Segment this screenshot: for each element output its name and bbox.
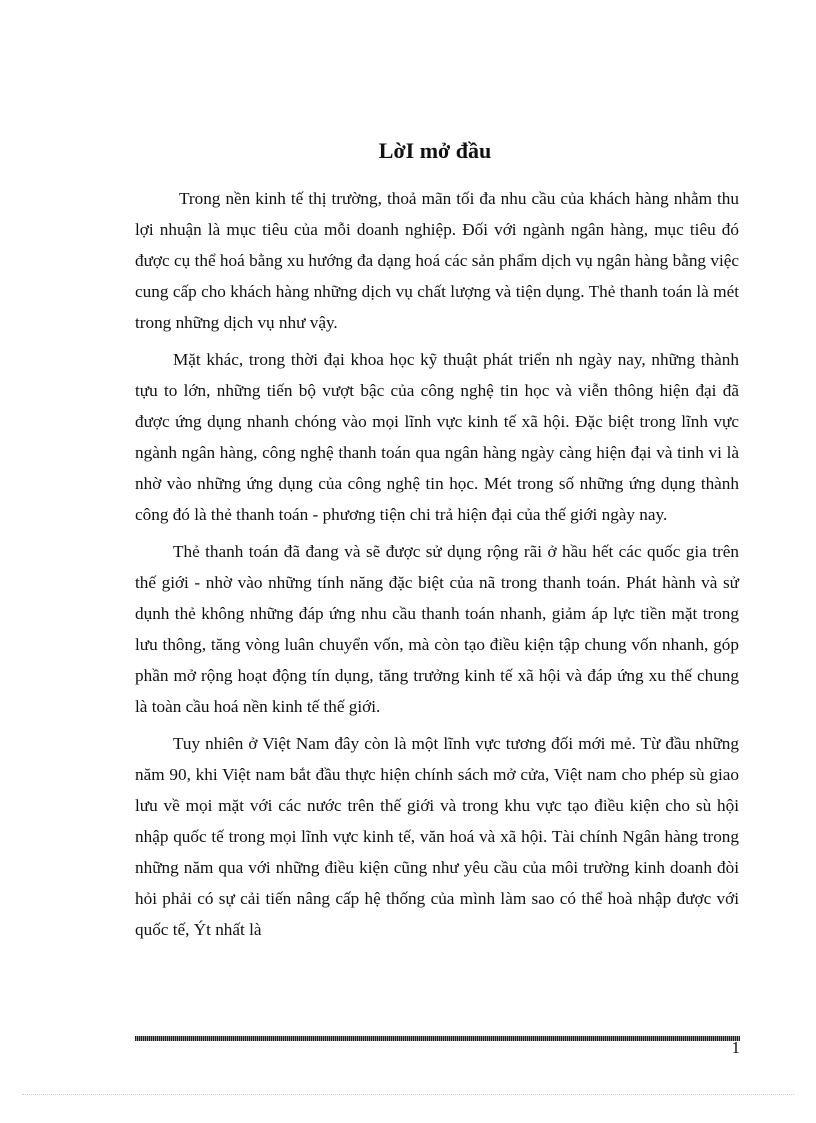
paragraph-4: Tuy nhiên ở Việt Nam đây còn là một lĩnh vực tương đối mới mẻ. Từ đầu những năm 90, khi Việt nam bắt đầu thực hiện chính sách mở cửa, Việt nam cho phép sù giao lưu về mọi mặt với các nước trên thế giới và trong khu vực tạo điều kiện cho sù hội nhập quốc tế trong mọi lĩnh vực kinh tế, văn hoá và xã hội. Tài chính Ngân hàng trong những năm qua với những điều kiện cũng như yêu cầu của môi trường kinh doanh đòi hỏi phải có sự cải tiến nâng cấp hệ thống của mình làm sao có thể hoà nhập được với quốc tế, Ýt nhất là xyxy=(135,734,739,939)
paragraph-2: Mặt khác, trong thời đại khoa học kỹ thuật phát triển nh ngày nay, những thành tựu to lớn, những tiến bộ vượt bậc của công nghệ tin học và viễn thông hiện đại đã được ứng dụng nhanh chóng vào mọi lĩnh vực kinh tế xã hội. Đặc biệt trong lĩnh vực ngành ngân hàng, công nghệ thanh toán qua ngân hàng ngày càng hiện đại và tinh vi là nhờ vào những ứng dụng của công nghệ tin học. Mét trong số những ứng dụng thành công đó là thẻ thanh toán - phương tiện chi trả hiện đại của thế giới ngày nay. xyxy=(135,350,739,524)
paragraph-3: Thẻ thanh toán đã đang và sẽ được sử dụng rộng rãi ở hầu hết các quốc gia trên thế giới - nhờ vào những tính năng đặc biệt của nã trong thanh toán. Phát hành và sử dụnh thẻ không những đáp ứng nhu cầu thanh toán nhanh, giảm áp lực tiền mặt trong lưu thông, tăng vòng luân chuyển vốn, mà còn tạo điều kiện tập chung vốn nhanh, góp phần mở rộng hoạt động tín dụng, tăng trưởng kinh tế xã hội và đáp ứng xu thế chung là toàn cầu hoá nền kinh tế thế giới. xyxy=(135,542,739,716)
body-text xyxy=(135,183,739,951)
page-number: 1 xyxy=(731,1038,740,1057)
footer-rule xyxy=(135,1036,740,1041)
paragraph-1: Trong nền kinh tế thị trường, thoả mãn tối đa nhu cầu của khách hàng nhằm thu lợi nhuận là mục tiêu của mỗi doanh nghiệp. Đối với ngành ngân hàng, mục tiêu đó được cụ thể hoá bằng xu hướng đa dạng hoá các sản phẩm dịch vụ ngân hàng bằng việc cung cấp cho khách hàng những dịch vụ chất lượng và tiện dụng. Thẻ thanh toán là mét trong những dịch vụ như vậy. xyxy=(135,189,739,332)
page-title: LờI mở đầu xyxy=(378,138,492,163)
page-bottom-divider xyxy=(22,1094,794,1095)
